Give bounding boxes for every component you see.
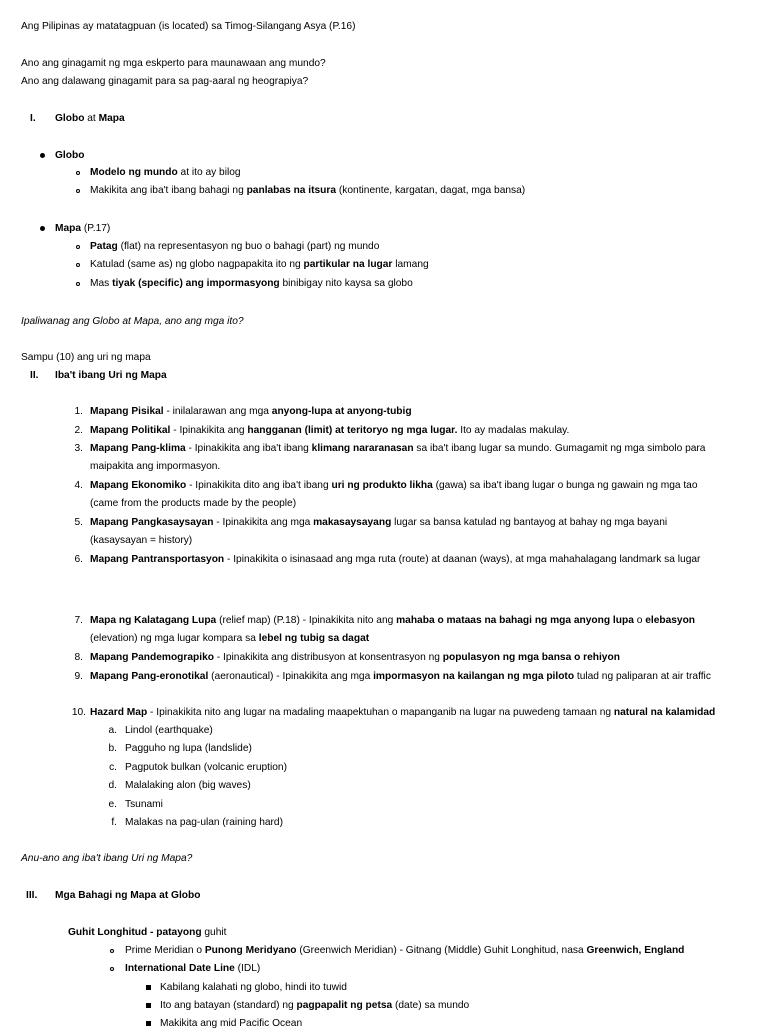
sub-list-letter: d. — [108, 780, 117, 791]
map-type-item-cont: (elevation) ng mga lugar kompara sa lebel ng tubig sa dagat — [90, 633, 370, 644]
list-number: 10. — [71, 707, 86, 718]
bullet-circle-icon — [76, 245, 80, 249]
bullet-disc-icon — [40, 226, 45, 231]
date-line-item: International Date Line (IDL) — [125, 963, 261, 974]
intro-line-2: Ano ang ginagamit ng mga eskperto para maunawaan ang mundo? — [21, 58, 326, 69]
map-type-item: Mapang Politikal - Ipinakikita ang hangganan (limit) at teritoryo ng mga lugar. Ito ay madalas makulay. — [90, 425, 570, 436]
map-type-item: Hazard Map - Ipinakikita nito ang lugar na madaling maapektuhan o mapanganib na lugar na puwedeng tamaan ng natural na kalamidad — [90, 707, 716, 718]
sampu-line: Sampu (10) ang uri ng mapa — [21, 352, 151, 363]
list-number: 8. — [74, 652, 83, 663]
list-number: 5. — [74, 517, 83, 528]
hazard-item: Malakas na pag-ulan (raining hard) — [125, 817, 283, 828]
sub-list-letter: b. — [108, 743, 117, 754]
map-type-item: Mapang Ekonomiko - Ipinakikita dito ang iba't ibang uri ng produkto likha (gawa) sa iba't ibang lugar o bunga ng gawain ng mga tao — [90, 480, 698, 491]
list-number: 1. — [74, 406, 83, 417]
section-1-roman: I. — [30, 113, 36, 124]
list-number: 6. — [74, 554, 83, 565]
date-line-detail: Makikita ang mid Pacific Ocean — [160, 1018, 303, 1029]
section-2-title: Iba't ibang Uri ng Mapa — [55, 370, 167, 381]
section-2-roman: II. — [30, 370, 39, 381]
bullet-circle-icon — [76, 171, 80, 175]
sub-list-letter: a. — [108, 725, 117, 736]
hazard-item: Pagguho ng lupa (landslide) — [125, 743, 252, 754]
bullet-circle-icon — [110, 967, 114, 971]
bullet-circle-icon — [110, 949, 114, 953]
map-type-item: Mapang Pang-eronotikal (aeronautical) - Ipinakikita ang mga impormasyon na kailangan ng mga piloto tulad ng paliparan at air traffic — [90, 671, 711, 682]
intro-line-3: Ano ang dalawang ginagamit para sa pag-aaral ng heograpiya? — [21, 76, 309, 87]
date-line-detail: Kabilang kalahati ng globo, hindi ito tuwid — [160, 982, 347, 993]
bullet-circle-icon — [76, 263, 80, 267]
mapa-point-2: Katulad (same as) ng globo nagpapakita ito ng partikular na lugar lamang — [90, 259, 429, 270]
intro-line-1: Ang Pilipinas ay matatagpuan (is located) sa Timog-Silangang Asya (P.16) — [21, 21, 356, 32]
bullet-square-icon — [146, 985, 151, 990]
map-type-item: Mapang Pisikal - inilalarawan ang mga anyong-lupa at anyong-tubig — [90, 406, 412, 417]
globo-point-2: Makikita ang iba't ibang bahagi ng panlabas na itsura (kontinente, kargatan, dagat, mga bansa) — [90, 185, 526, 196]
sub-list-letter: c. — [109, 762, 117, 773]
question-1: Ipaliwanag ang Globo at Mapa, ano ang mga ito? — [21, 316, 244, 327]
date-line-detail: Ito ang batayan (standard) ng pagpapalit ng petsa (date) sa mundo — [160, 1000, 470, 1011]
section-1-title: Globo at Mapa — [55, 113, 125, 124]
bullet-disc-icon — [40, 153, 45, 158]
section-3-roman: III. — [26, 890, 38, 901]
list-number: 7. — [74, 615, 83, 626]
mapa-point-3: Mas tiyak (specific) ang impormasyong binibigay nito kaysa sa globo — [90, 278, 413, 289]
mapa-point-1: Patag (flat) na representasyon ng buo o bahagi (part) ng mundo — [90, 241, 380, 252]
mapa-label: Mapa (P.17) — [55, 223, 111, 234]
map-type-item-cont: (kasaysayan = history) — [90, 535, 193, 546]
map-type-item-cont: maipakita ang impormasyon. — [90, 461, 221, 472]
bullet-square-icon — [146, 1003, 151, 1008]
hazard-item: Lindol (earthquake) — [125, 725, 213, 736]
sub-list-letter: f. — [111, 817, 117, 828]
bullet-circle-icon — [76, 282, 80, 286]
map-type-item: Mapang Pangkasaysayan - Ipinakikita ang mga makasaysayang lugar sa bansa katulad ng bantayog at bahay ng mga bayani — [90, 517, 668, 528]
bullet-circle-icon — [76, 189, 80, 193]
map-type-item-cont: (came from the products made by the people) — [90, 498, 297, 509]
map-type-item: Mapang Pang-klima - Ipinakikita ang iba't ibang klimang nararanasan sa iba't ibang lugar sa mundo. Gumagamit ng mga simbolo para — [90, 443, 706, 454]
prime-meridian-item: Prime Meridian o Punong Meridyano (Greenwich Meridian) - Gitnang (Middle) Guhit Longhitud, nasa Greenwich, England — [125, 945, 685, 956]
hazard-item: Tsunami — [125, 799, 163, 810]
hazard-item: Pagputok bulkan (volcanic eruption) — [125, 762, 287, 773]
map-type-item: Mapa ng Kalatagang Lupa (relief map) (P.18) - Ipinakikita nito ang mahaba o mataas na bahagi ng mga anyong lupa o elebasyon — [90, 615, 696, 626]
list-number: 4. — [74, 480, 83, 491]
sub-list-letter: e. — [108, 799, 117, 810]
question-2: Anu-ano ang iba't ibang Uri ng Mapa? — [21, 853, 193, 864]
map-type-item: Mapang Pantransportasyon - Ipinakikita o isinasaad ang mga ruta (route) at daanan (ways), at mga mahahalagang landmark sa lugar — [90, 554, 701, 565]
map-type-item: Mapang Pandemograpiko - Ipinakikita ang distribusyon at konsentrasyon ng populasyon ng mga bansa o rehiyon — [90, 652, 620, 663]
guhit-longhitud: Guhit Longhitud - patayong guhit — [68, 927, 227, 938]
globo-point-1: Modelo ng mundo at ito ay bilog — [90, 167, 241, 178]
hazard-item: Malalaking alon (big waves) — [125, 780, 251, 791]
list-number: 3. — [74, 443, 83, 454]
globo-label: Globo — [55, 150, 85, 161]
section-3-title: Mga Bahagi ng Mapa at Globo — [55, 890, 201, 901]
list-number: 9. — [74, 671, 83, 682]
list-number: 2. — [74, 425, 83, 436]
